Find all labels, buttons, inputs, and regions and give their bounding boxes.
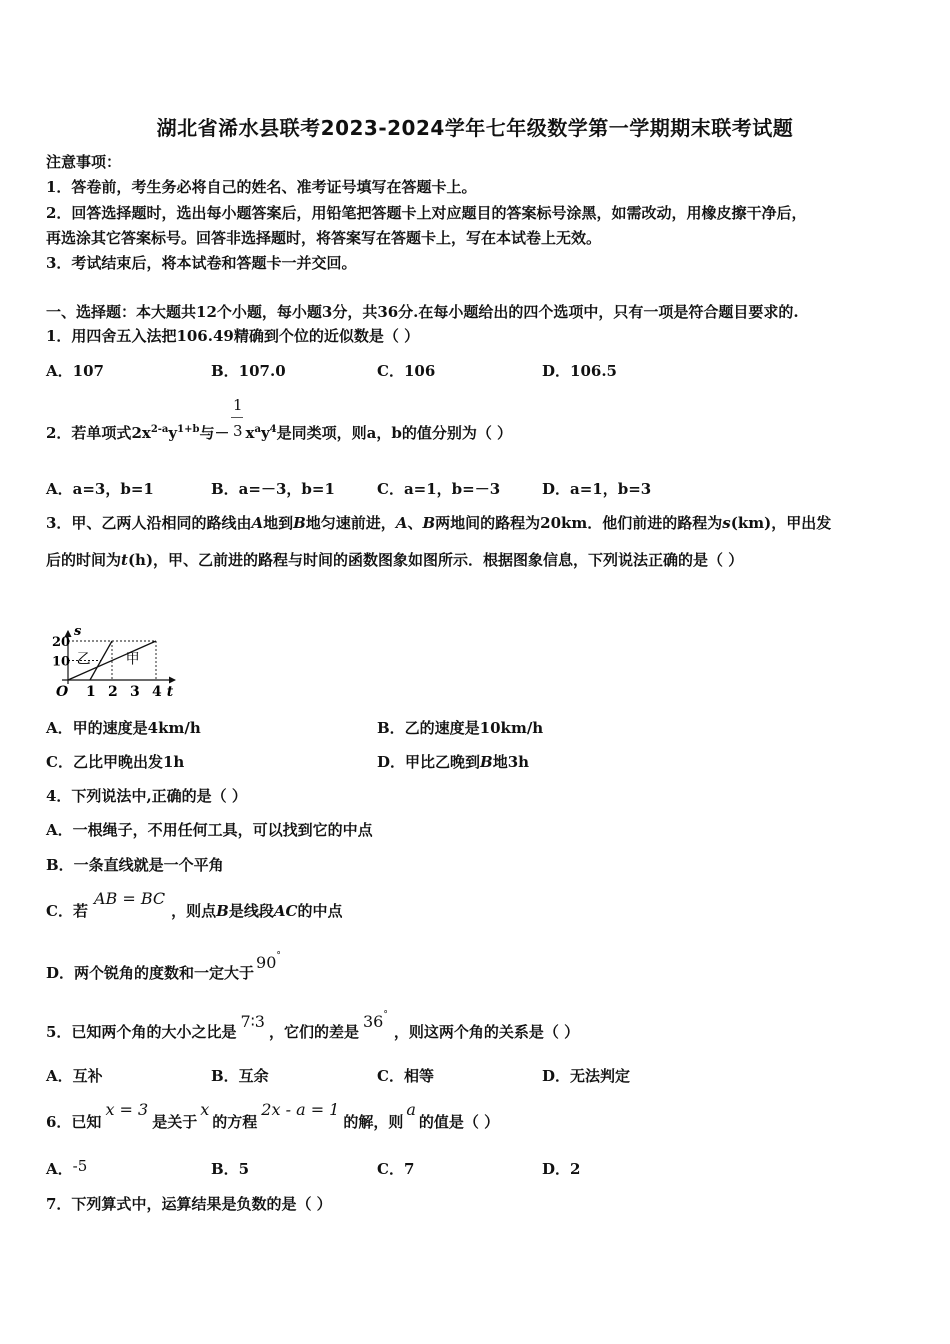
q3-option-d [377,752,529,772]
q3-text: (km)，甲出发 [730,514,832,532]
q4-option-c-text: ，则点 [171,902,217,920]
q4-option-d [46,951,281,983]
q3-point-b: B [293,514,306,532]
series-label-jia: 甲 [125,651,140,668]
x-tick-label: 2 [108,684,118,700]
question-6-stem [46,1100,500,1132]
question-3-line-1 [46,513,831,533]
q2-post: 是同类项，则a，b的值分别为（ ） [276,424,513,442]
notes-item-2b: 再选涂其它答案标号。回答非选择题时，将答案写在答题卡上，写在本试卷上无效。 [46,229,602,247]
q3-point-b: B [422,514,436,532]
q6-text: 6．已知 [46,1113,102,1131]
question-7-stem: 7．下列算式中，运算结果是负数的是（ ） [46,1195,332,1213]
x-axis-label: t [166,684,174,700]
q5-option-d: D．无法判定 [542,1067,631,1085]
q2-fraction-bar [231,417,243,418]
q5-degree: ° [383,1010,388,1020]
y-axis-label: s [74,624,82,640]
x-tick-label: 4 [152,684,162,700]
q3-var-s: s [722,514,731,532]
q6-text: 的解，则 [343,1113,404,1131]
question-4-stem: 4．下列说法中,正确的是（ ） [46,787,247,805]
q2-pre: 2．若单项式2x [46,424,151,442]
q5-option-b: B．互余 [211,1067,269,1085]
q3-option-b: B．乙的速度是10km/h [377,719,544,737]
q2-with: 与－ [199,424,230,442]
distance-time-graph [50,590,210,700]
q4-option-a: A．一根绳子，不用任何工具，可以找到它的中点 [46,821,373,839]
x-tick-label: 1 [86,684,96,700]
q2-fraction-numerator: 1 [233,396,243,414]
notes-heading: 注意事项： [46,153,122,171]
q4-option-c-point: B [216,902,229,920]
q3-text: 地到 [263,514,294,532]
q2-option-d: D．a=1，b=3 [542,480,652,498]
q6-math-a: a [406,1100,416,1119]
notes-item-3: 3．考试结束后，将本试卷和答题卡一并交回。 [46,254,357,272]
q4-option-b: B．一条直线就是一个平角 [46,856,224,874]
q3-option-a: A．甲的速度是4km/h [46,719,201,737]
q4-option-d-degree: ° [276,951,281,961]
q4-option-c-text: 的中点 [297,902,343,920]
question-2-stem [46,420,512,443]
q6-option-b: B．5 [211,1160,250,1178]
notes-item-2a: 2．回答选择题时，选出每小题答案后，用铅笔把答题卡上对应题目的答案标号涂黑，如需改动，用橡皮擦干净后， [46,204,807,222]
section-heading: 一、选择题：本大题共12个小题，每小题3分，共36分.在每小题给出的四个选项中，只有一项是符合题目要求的. [46,303,799,321]
page-title: 湖北省浠水县联考2023-2024学年七年级数学第一学期期末联考试题 [156,116,794,140]
question-1-stem: 1．用四舍五入法把106.49精确到个位的近似数是（ ） [46,327,420,345]
q3-point-a: A [251,514,264,532]
q6-text: 是关于 [152,1113,198,1131]
q2-exp-4: 4 [269,424,277,435]
y-tick-label: 10 [52,654,71,670]
q6-option-a [46,1159,87,1179]
q5-option-a: A．互补 [46,1067,103,1085]
q4-option-c-math: AB = BC [93,889,166,908]
q1-option-d: D．106.5 [542,362,617,380]
q4-option-c-text: C．若 [46,902,88,920]
q2-y2: y [260,424,270,442]
q6-text: 的方程 [212,1113,258,1131]
q6-option-a-label: A． [46,1160,73,1178]
q3-text: 3．甲、乙两人沿相同的路线由 [46,514,252,532]
question-3-line-2 [46,550,743,570]
q5-ratio: 7∶3 [240,1012,265,1031]
q3-text: (h)，甲、乙前进的路程与时间的函数图象如图所示．根据图象信息，下列说法正确的是（ ） [127,551,744,569]
q5-text: ，则这两个角的关系是（ ） [393,1023,580,1041]
notes-item-1: 1．答卷前，考生务必将自己的姓名、准考证号填写在答题卡上。 [46,178,477,196]
q1-option-a: A．107 [46,362,104,380]
q5-option-c: C．相等 [377,1067,434,1085]
q3-var-t: t [121,551,128,569]
q3-text: 后的时间为 [46,551,122,569]
q5-difference: 36 [363,1012,384,1031]
q2-option-a: A．a=3，b=1 [46,480,154,498]
q6-option-a-value: -5 [72,1157,88,1175]
q1-option-c: C．106 [377,362,436,380]
q4-option-d-text: D．两个锐角的度数和一定大于 [46,964,255,982]
q2-y: y [168,424,178,442]
q4-option-c-segment: AC [273,902,298,920]
q1-option-b: B．107.0 [211,362,286,380]
q3-text: 、 [407,514,423,532]
q5-text: 5．已知两个角的大小之比是 [46,1023,237,1041]
q3-text: 地匀速前进， [305,514,396,532]
q2-option-c: C．a=1，b=－3 [377,480,501,498]
q6-option-c: C．7 [377,1160,415,1178]
q3-option-c: C．乙比甲晚出发1h [46,753,185,771]
q6-math-x: x [200,1100,210,1119]
q3-text: 两地间的路程为20km．他们前进的路程为 [435,514,723,532]
q6-math-equation: 2x - a = 1 [261,1100,340,1119]
y-tick-label: 20 [52,635,71,650]
q2-option-b: B．a=－3，b=1 [211,480,335,498]
q3-point-a: A [395,514,408,532]
q2-exp-1: 2-a [150,424,169,435]
q3-option-d-point: B [480,753,493,771]
series-label-yi: 乙 [76,651,91,668]
q2-exp-3: a [254,424,261,435]
question-5-stem [46,1010,580,1042]
q3-option-d-text: D．甲比乙晚到 [377,753,481,771]
x-tick-label: 3 [130,684,140,700]
q4-option-c-text: 是线段 [228,902,274,920]
q4-option-c [46,889,343,921]
origin-label: O [56,684,69,700]
q2-exp-2: 1+b [177,424,200,435]
q6-option-d: D．2 [542,1160,581,1178]
q2-x: x [245,424,255,442]
q5-text: ，它们的差是 [268,1023,359,1041]
q3-option-d-text: 地3h [492,753,530,771]
q4-option-d-math: 90 [256,953,277,972]
q2-fraction-denominator: 3 [233,422,243,440]
q6-text: 的值是（ ） [418,1113,500,1131]
q6-math-x-eq: x = 3 [105,1100,149,1119]
